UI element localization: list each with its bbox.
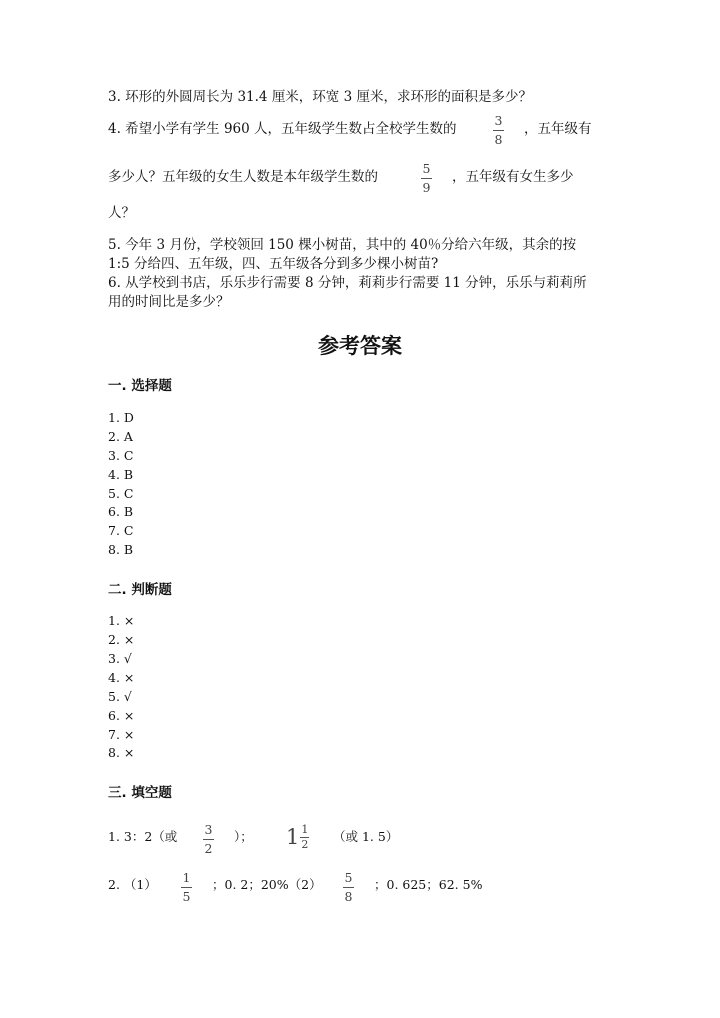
answer-item: 2. A (108, 429, 133, 444)
answer-item: 5. √ (108, 689, 132, 704)
fraction-3-2 (203, 823, 214, 855)
answer-item: 8. × (108, 745, 135, 760)
answer-item: 7. C (108, 523, 134, 538)
answer-item: 4. B (108, 467, 134, 482)
fraction-5-9 (421, 162, 432, 194)
fill-answer-2-mid: ；0. 2；20%（2） (212, 877, 322, 892)
answer-item: 6. B (108, 504, 134, 519)
fill-answer-1-mid: ）； (234, 829, 253, 844)
question-4-part-b: ，五年级有 (524, 121, 592, 137)
fraction-bar (181, 887, 192, 888)
mixed-fraction (300, 824, 309, 850)
fraction-denominator: 2 (301, 838, 309, 851)
question-5-line-2: 1:5 分给四、五年级，四、五年级各分到多少棵小树苗? (108, 256, 439, 272)
fraction-denominator: 5 (182, 889, 191, 904)
fraction-numerator: 3 (204, 822, 213, 837)
fraction-3-8 (493, 114, 504, 146)
answer-title: 参考答案 (318, 333, 402, 358)
fraction-numerator: 1 (182, 870, 191, 885)
section-heading-choice: 一. 选择题 (108, 378, 172, 394)
fraction-denominator: 8 (344, 889, 353, 904)
fraction-numerator: 3 (494, 113, 503, 128)
question-4-part-c: 多少人？五年级的女生人数是本年级学生数的 (108, 169, 378, 185)
answer-item: 3. √ (108, 651, 132, 666)
fraction-bar (421, 178, 432, 179)
answer-item: 2. × (108, 632, 135, 647)
fill-answer-2-suffix: ；0. 625；62. 5% (374, 877, 483, 892)
fraction-denominator: 9 (422, 180, 431, 195)
question-5-line-1: 5. 今年 3 月份，学校领回 150 棵小树苗，其中的 40％分给六年级，其余的按 (108, 237, 577, 253)
fraction-bar (343, 887, 354, 888)
answer-item: 8. B (108, 542, 134, 557)
answer-item: 1. × (108, 613, 135, 628)
fraction-numerator: 5 (422, 161, 431, 176)
mixed-whole: 1 (286, 825, 300, 849)
fraction-denominator: 8 (494, 132, 503, 147)
fill-answer-1-suffix: （或 1. 5） (333, 829, 399, 844)
fill-answer-2-prefix: 2. （1） (108, 877, 157, 892)
question-4-part-d: ，五年级有女生多少 (452, 169, 574, 185)
section-heading-judge: 二. 判断题 (108, 582, 172, 598)
question-6-line-2: 用的时间比是多少？ (108, 294, 230, 310)
question-4-part-e: 人？ (108, 205, 135, 221)
question-4-part-a: 4. 希望小学有学生 960 人，五年级学生数占全校学生数的 (108, 121, 457, 137)
fraction-5-8 (343, 871, 354, 903)
section-heading-fill: 三. 填空题 (108, 785, 172, 801)
fraction-denominator: 2 (204, 841, 213, 856)
fraction-numerator: 5 (344, 870, 353, 885)
question-6-line-1: 6. 从学校到书店，乐乐步行需要 8 分钟，莉莉步行需要 11 分钟，乐乐与莉莉所 (108, 275, 587, 291)
answer-item: 4. × (108, 670, 135, 685)
mixed-number-1-1-2 (286, 824, 309, 850)
answer-item: 3. C (108, 448, 134, 463)
fraction-1-5 (181, 871, 192, 903)
question-3: 3. 环形的外圆周长为 31.4 厘米，环宽 3 厘米，求环形的面积是多少？ (108, 89, 532, 105)
answer-item: 1. D (108, 410, 134, 425)
answer-item: 5. C (108, 486, 134, 501)
fill-answer-1-prefix: 1. 3：2（或 (108, 829, 178, 844)
fraction-bar (493, 130, 504, 131)
fraction-numerator: 1 (301, 823, 309, 836)
answer-item: 6. × (108, 708, 135, 723)
fraction-bar (203, 839, 214, 840)
answer-item: 7. × (108, 727, 135, 742)
